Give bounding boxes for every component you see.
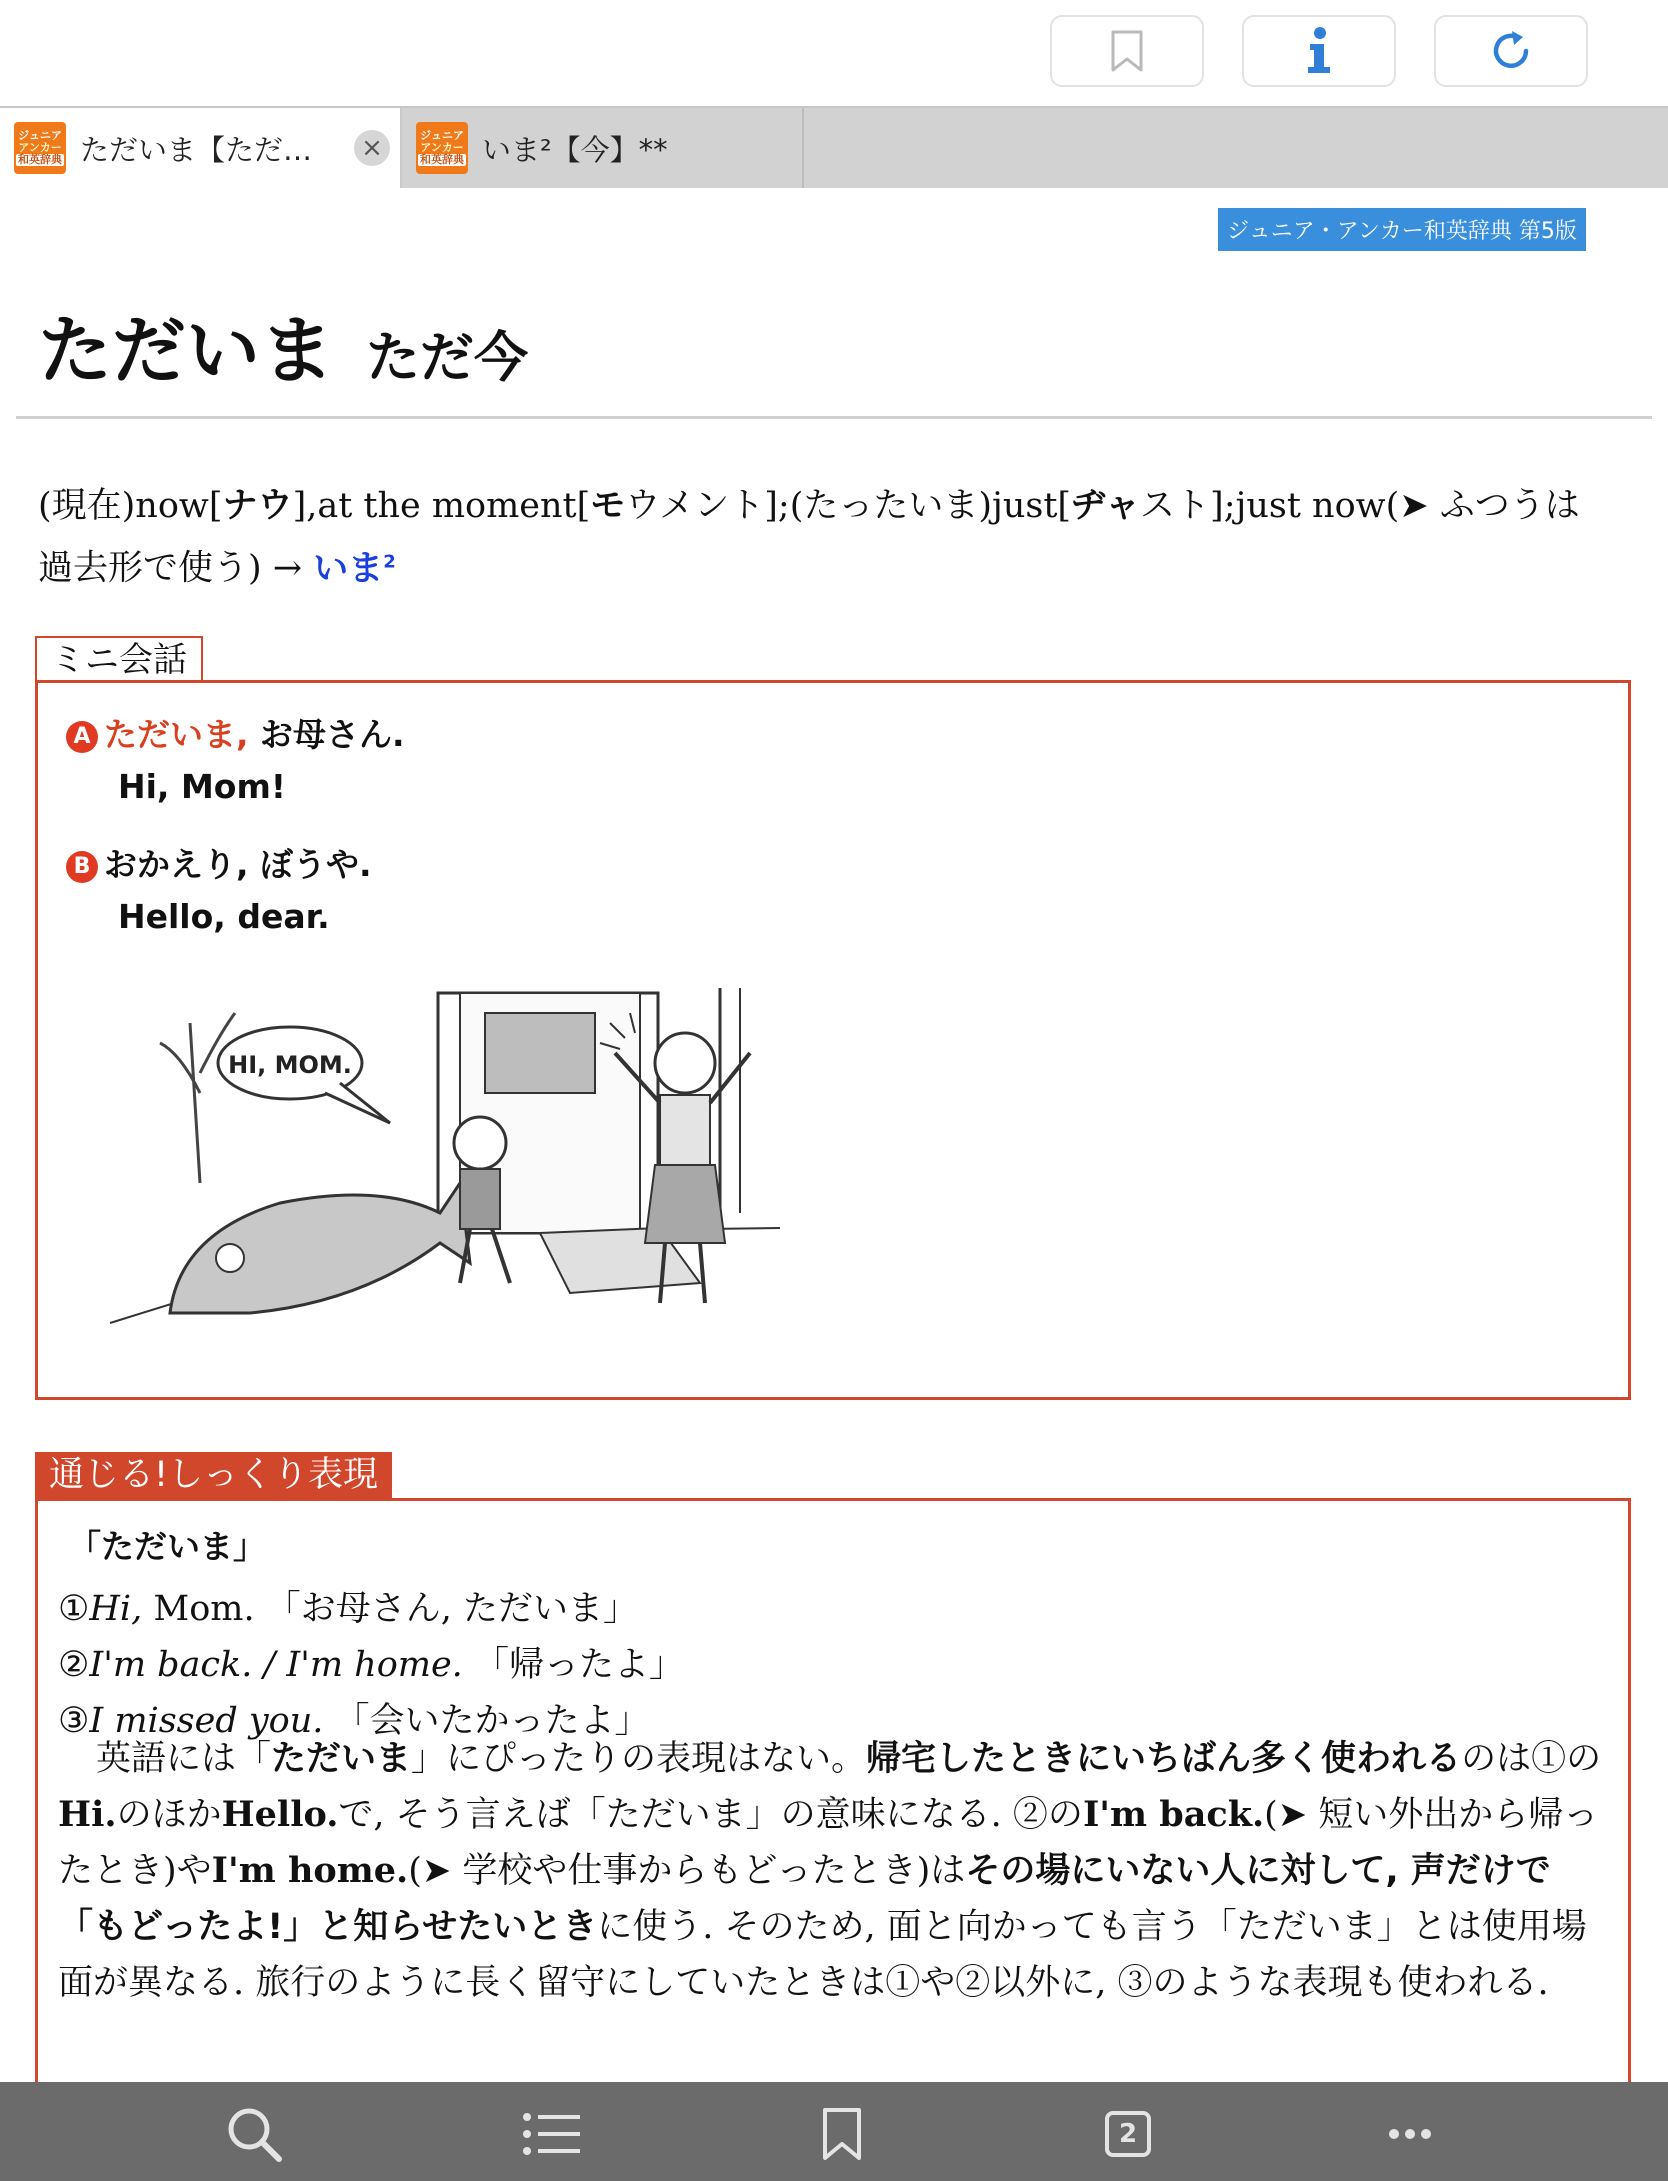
more-button[interactable] — [1378, 2102, 1442, 2166]
phrase-line-2: ②I'm back. / I'm home. 「帰ったよ」 — [58, 1645, 684, 1685]
info-button[interactable] — [1242, 15, 1396, 87]
dialog-line-b-english: Hello, dear. — [118, 897, 330, 936]
dictionary-app-icon: ジュニア アンカー 和英辞典 — [14, 122, 66, 174]
more-icon — [1388, 2128, 1432, 2140]
tab-ima[interactable] — [402, 108, 804, 188]
search-icon — [224, 2104, 284, 2164]
cross-reference-link[interactable]: いま$^2$ — [313, 548, 396, 589]
dialog-line-a-english: Hi, Mom! — [118, 767, 286, 806]
arrow-icon: ➤ — [1399, 486, 1429, 526]
headword-kanji: ただ今 — [366, 326, 528, 389]
speech-bubble-text: HI, MOM. — [228, 1051, 352, 1079]
phrase-line-3: ③I missed you. 「会いたかったよ」 — [58, 1701, 650, 1741]
bottom-toolbar — [0, 2082, 1668, 2181]
headword — [38, 292, 528, 398]
headword-kana: ただいま — [38, 308, 334, 394]
tab-title: ただいま【ただ… — [80, 132, 313, 167]
bookmarks-button[interactable] — [810, 2102, 874, 2166]
bookmark-icon — [820, 2107, 864, 2161]
dictionary-app-icon: ジュニア アンカー 和英辞典 — [416, 122, 468, 174]
add-bookmark-button[interactable] — [1050, 15, 1204, 87]
phrases-title: 「ただいま」 — [68, 1527, 266, 1566]
phrases-explanation: 英語には「ただいま」にぴったりの表現はない。帰宅したときにいちばん多く使われるのは①のHi.のほかHello.で, そう言えば「ただいま」の意味になる. ②のI'm back.(➤ 短い外出から帰ったとき)やI'm home.(➤ 学校や仕事からもどったとき)はその場にいない人に対して, 声だけで「もどったよ!」と知らせたいときに使う. そのため, 面と向かっても言う「ただいま」とは使用場面が異なる. 旅行のように長く留守にしていたときは①や②以外に, ③のような表現も使われる. — [58, 1739, 1602, 2003]
dialog-illustration — [100, 983, 800, 1333]
tab-bar — [0, 106, 1668, 188]
dialog-line-b: B おかえり, ぼうや. — [66, 839, 372, 886]
close-icon: × — [361, 133, 383, 163]
dictionary-badge: ジュニア・アンカー和英辞典 第5版 — [1218, 208, 1586, 251]
tab-count-icon: 2 — [1105, 2111, 1151, 2157]
bookmark-icon — [1107, 29, 1147, 73]
tab-title: いま²【今】** — [482, 132, 668, 167]
divider — [16, 416, 1652, 419]
speaker-b-badge: B — [66, 851, 98, 883]
speaker-a-badge: A — [66, 721, 98, 753]
definition: (現在)now[ナウ],at the moment[モウメント];(たったいま)just[ヂャスト];just now(➤ ふつうは過去形で使う) → いま$^2$ — [38, 486, 1580, 589]
phrase-line-1: ①Hi, Mom. 「お母さん, ただいま」 — [58, 1589, 638, 1629]
tab-tadaima[interactable] — [0, 108, 402, 188]
search-button[interactable] — [222, 2102, 286, 2166]
refresh-icon — [1488, 28, 1534, 74]
close-tab-button[interactable] — [354, 130, 390, 166]
top-toolbar — [0, 0, 1668, 106]
phrases-section-label: 通じる!しっくり表現 — [35, 1452, 392, 1498]
phrases-box — [35, 1498, 1631, 2118]
tabs-button[interactable] — [1096, 2102, 1160, 2166]
list-icon — [522, 2109, 582, 2159]
info-icon — [1304, 27, 1334, 75]
mini-dialog-box — [35, 680, 1631, 1400]
history-list-button[interactable] — [520, 2102, 584, 2166]
refresh-button[interactable] — [1434, 15, 1588, 87]
mini-dialog-label: ミニ会話 — [35, 636, 203, 682]
dialog-line-a: A ただいま, お母さん. — [66, 709, 405, 756]
